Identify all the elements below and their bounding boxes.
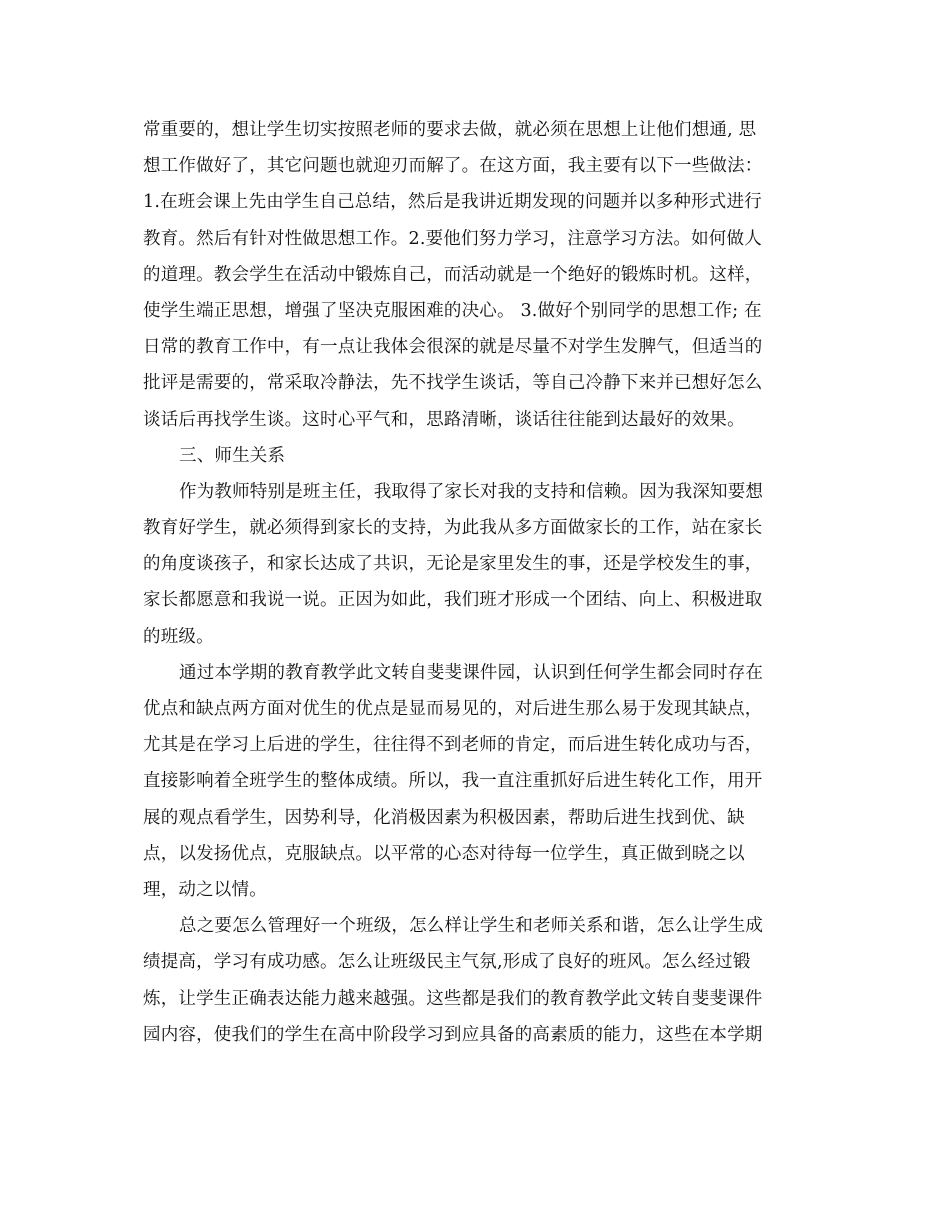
text-line: 的道理。教会学生在活动中锻炼自己，而活动就是一个绝好的锻炼时机。这样， [143,264,763,285]
text-line: 尤其是在学习上后进的学生，往往得不到老师的肯定，而后进生转化成功与否， [143,735,763,756]
text-line: 理，动之以情。 [143,879,267,900]
text-line: 使学生端正思想，增强了坚决克服困难的决心。 3.做好个别同学的思想工作; 在 [143,300,762,321]
text-line: 家长都愿意和我说一说。正因为如此，我们班才形成一个团结、向上、积极进取 [143,590,763,611]
text-line: 想工作做好了，其它问题也就迎刃而解了。在这方面，我主要有以下一些做法： [143,156,763,177]
text-line: 批评是需要的，常采取冷静法，先不找学生谈话，等自己冷静下来并已想好怎么 [143,373,763,394]
section-heading: 三、师生关系 [179,445,286,466]
text-line: 绩提高，学习有成功感。怎么让班级民主气氛,形成了良好的班风。怎么经过锻 [143,952,751,973]
text-line: 点，以发扬优点，克服缺点。以平常的心态对待每一位学生，真正做到晓之以 [143,843,745,864]
text-line: 园内容，使我们的学生在高中阶段学习到应具备的高素质的能力，这些在本学期 [143,1024,763,1045]
text-line: 教育好学生，就必须得到家长的支持，为此我从多方面做家长的工作，站在家长 [143,518,763,539]
text-line: 炼，让学生正确表达能力越来越强。这些都是我们的教育教学此文转自斐斐课件 [143,988,763,1009]
text-line: 总之要怎么管理好一个班级，怎么样让学生和老师关系和谐，怎么让学生成 [179,916,764,937]
text-line: 的班级。 [143,626,214,647]
text-line: 1.在班会课上先由学生自己总结，然后是我讲近期发现的问题并以多种形式进行 [143,192,762,213]
text-line: 优点和缺点两方面对优生的优点是显而易见的，对后进生那么易于发现其缺点， [143,699,763,719]
text-line: 的角度谈孩子，和家长达成了共识，无论是家里发生的事，还是学校发生的事， [143,554,763,575]
text-line: 直接影响着全班学生的整体成绩。所以，我一直注重抓好后进生转化工作，用开 [143,771,763,792]
text-line: 教育。然后有针对性做思想工作。2.要他们努力学习，注意学习方法。如何做人 [143,228,762,249]
text-line: 常重要的，想让学生切实按照老师的要求去做，就必须在思想上让他们想通, 思 [143,120,757,140]
text-line: 谈话后再找学生谈。这时心平气和，思路清晰，谈话往往能到达最好的效果。 [143,409,745,430]
text-line: 日常的教育工作中，有一点让我体会很深的就是尽量不对学生发脾气，但适当的 [143,337,763,358]
document-body [143,112,803,1053]
text-line: 通过本学期的教育教学此文转自斐斐课件园，认识到任何学生都会同时存在 [179,662,764,683]
text-line: 展的观点看学生，因势利导，化消极因素为积极因素，帮助后进生找到优、缺 [143,807,745,828]
text-line: 作为教师特别是班主任，我取得了家长对我的支持和信赖。因为我深知要想 [179,481,764,502]
